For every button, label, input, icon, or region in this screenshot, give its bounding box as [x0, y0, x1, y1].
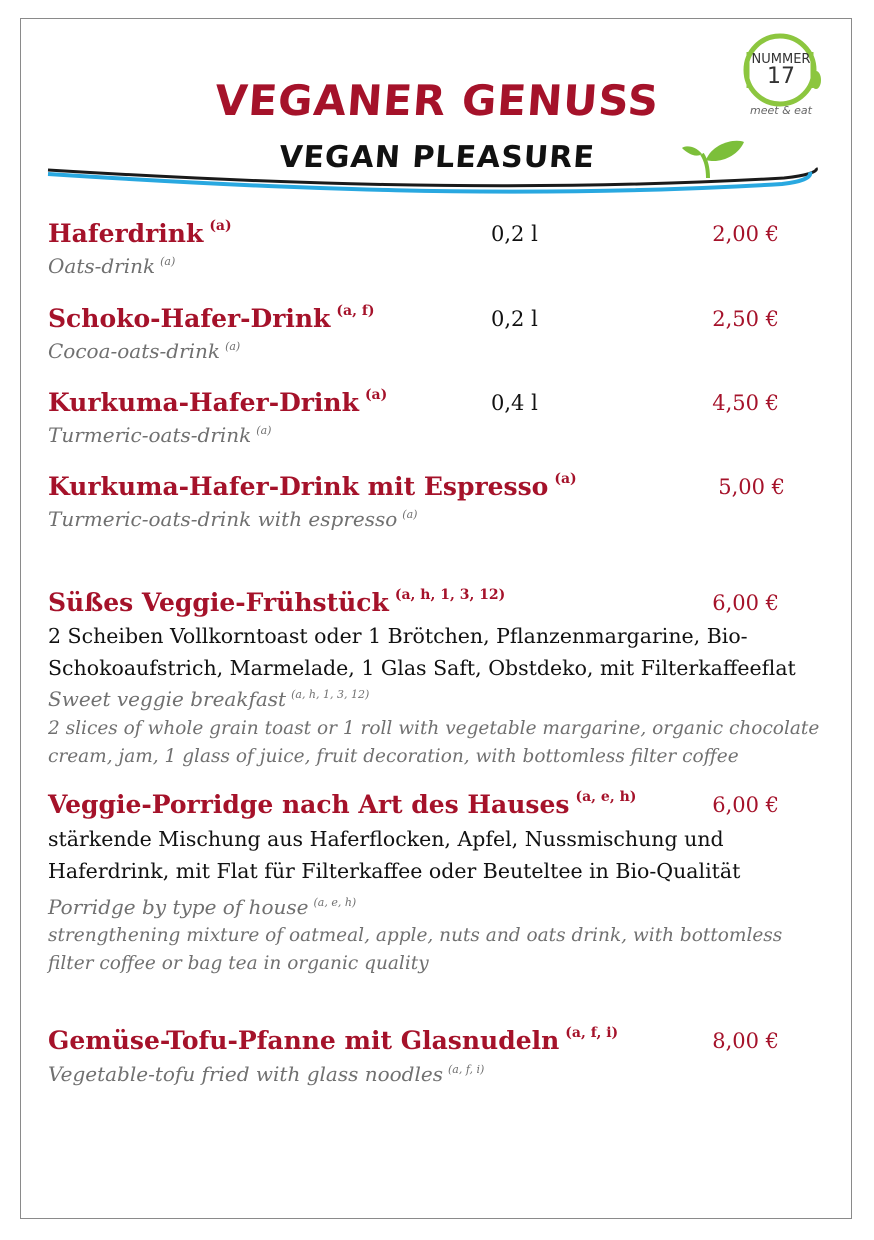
- allergen-codes: (a): [364, 387, 388, 403]
- item-name-en: Sweet veggie breakfast $^{(a, h, 1, 3, 12)}$: [48, 687, 370, 711]
- allergen-codes-en: (a): [402, 508, 418, 521]
- logo-number: 17: [767, 64, 795, 89]
- item-name: Gemüse-Tofu-Pfanne mit Glasnudeln $^{(a, f, i)}$: [48, 1025, 619, 1055]
- item-description: [48, 620, 828, 684]
- allergen-codes: (a): [554, 471, 577, 487]
- allergen-codes: (a): [209, 218, 232, 234]
- item-name: Schoko-Hafer-Drink $^{(a, f)}$: [48, 303, 375, 333]
- allergen-codes-en: (a): [160, 255, 176, 268]
- allergen-codes-en: (a, f, i): [447, 1063, 485, 1076]
- item-price: 2,50 €: [712, 307, 779, 331]
- description-line: Schokoaufstrich, Marmelade, 1 Glas Saft, Obstdeko, mit Filterkaffeeflat: [48, 656, 796, 680]
- description-line-en: filter coffee or bag tea in organic quality: [48, 953, 429, 974]
- item-name: Haferdrink $^{(a)}$: [48, 218, 232, 248]
- item-name-en: Turmeric-oats-drink with espresso $^{(a)}$: [48, 507, 418, 531]
- item-volume: 0,2 l: [491, 222, 538, 246]
- item-name: Kurkuma-Hafer-Drink $^{(a)}$: [48, 387, 388, 417]
- item-name: Kurkuma-Hafer-Drink mit Espresso $^{(a)}$: [48, 471, 577, 501]
- allergen-codes: (a, e, h): [575, 789, 637, 805]
- item-volume: 0,2 l: [491, 307, 538, 331]
- item-name-en: Turmeric-oats-drink $^{(a)}$: [48, 423, 272, 447]
- item-price: 5,00 €: [718, 475, 785, 499]
- description-line-en: 2 slices of whole grain toast or 1 roll with vegetable margarine, organic chocolate: [48, 718, 820, 739]
- item-price: 8,00 €: [712, 1029, 779, 1053]
- item-name-en: Vegetable-tofu fried with glass noodles $^{(a, f, i)}$: [48, 1062, 485, 1086]
- description-line: Haferdrink, mit Flat für Filterkaffee oder Beuteltee in Bio-Qualität: [48, 859, 741, 883]
- logo-name: NUMMER: [751, 52, 811, 67]
- item-name-en: Cocoa-oats-drink $^{(a)}$: [48, 339, 241, 363]
- item-description-en: [48, 715, 838, 771]
- allergen-codes-en: (a): [256, 424, 272, 437]
- item-volume: 0,4 l: [491, 391, 538, 415]
- description-line: 2 Scheiben Vollkorntoast oder 1 Brötchen, Pflanzenmargarine, Bio-: [48, 624, 748, 648]
- page-subtitle: VEGAN PLEASURE: [278, 140, 596, 175]
- decorative-swoosh: [44, 138, 834, 200]
- item-name: Süßes Veggie-Frühstück $^{(a, h, 1, 3, 12)}$: [48, 587, 506, 617]
- logo-tagline: meet & eat: [750, 104, 812, 117]
- item-price: 2,00 €: [712, 222, 779, 246]
- item-name-en: Porridge by type of house $^{(a, e, h)}$: [48, 895, 357, 919]
- item-name: Veggie-Porridge nach Art des Hauses $^{(a, e, h)}$: [48, 789, 637, 819]
- allergen-codes: (a, f): [336, 303, 375, 319]
- item-description: [48, 823, 828, 887]
- item-description-en: [48, 922, 838, 978]
- item-price: 4,50 €: [712, 391, 779, 415]
- allergen-codes: (a, f, i): [565, 1025, 619, 1041]
- allergen-codes-en: (a): [225, 340, 241, 353]
- page-title: VEGANER GENUSS: [213, 76, 661, 125]
- item-name-en: Oats-drink $^{(a)}$: [48, 254, 176, 278]
- sprout-icon: [682, 141, 744, 178]
- item-price: 6,00 €: [712, 591, 779, 615]
- item-price: 6,00 €: [712, 793, 779, 817]
- allergen-codes-en: (a, e, h): [313, 896, 357, 909]
- description-line-en: cream, jam, 1 glass of juice, fruit decoration, with bottomless filter coffee: [48, 746, 739, 767]
- description-line: stärkende Mischung aus Haferflocken, Apfel, Nussmischung und: [48, 827, 724, 851]
- allergen-codes: (a, h, 1, 3, 12): [394, 587, 506, 603]
- allergen-codes-en: (a, h, 1, 3, 12): [291, 688, 370, 701]
- description-line-en: strengthening mixture of oatmeal, apple, nuts and oats drink, with bottomless: [48, 925, 783, 946]
